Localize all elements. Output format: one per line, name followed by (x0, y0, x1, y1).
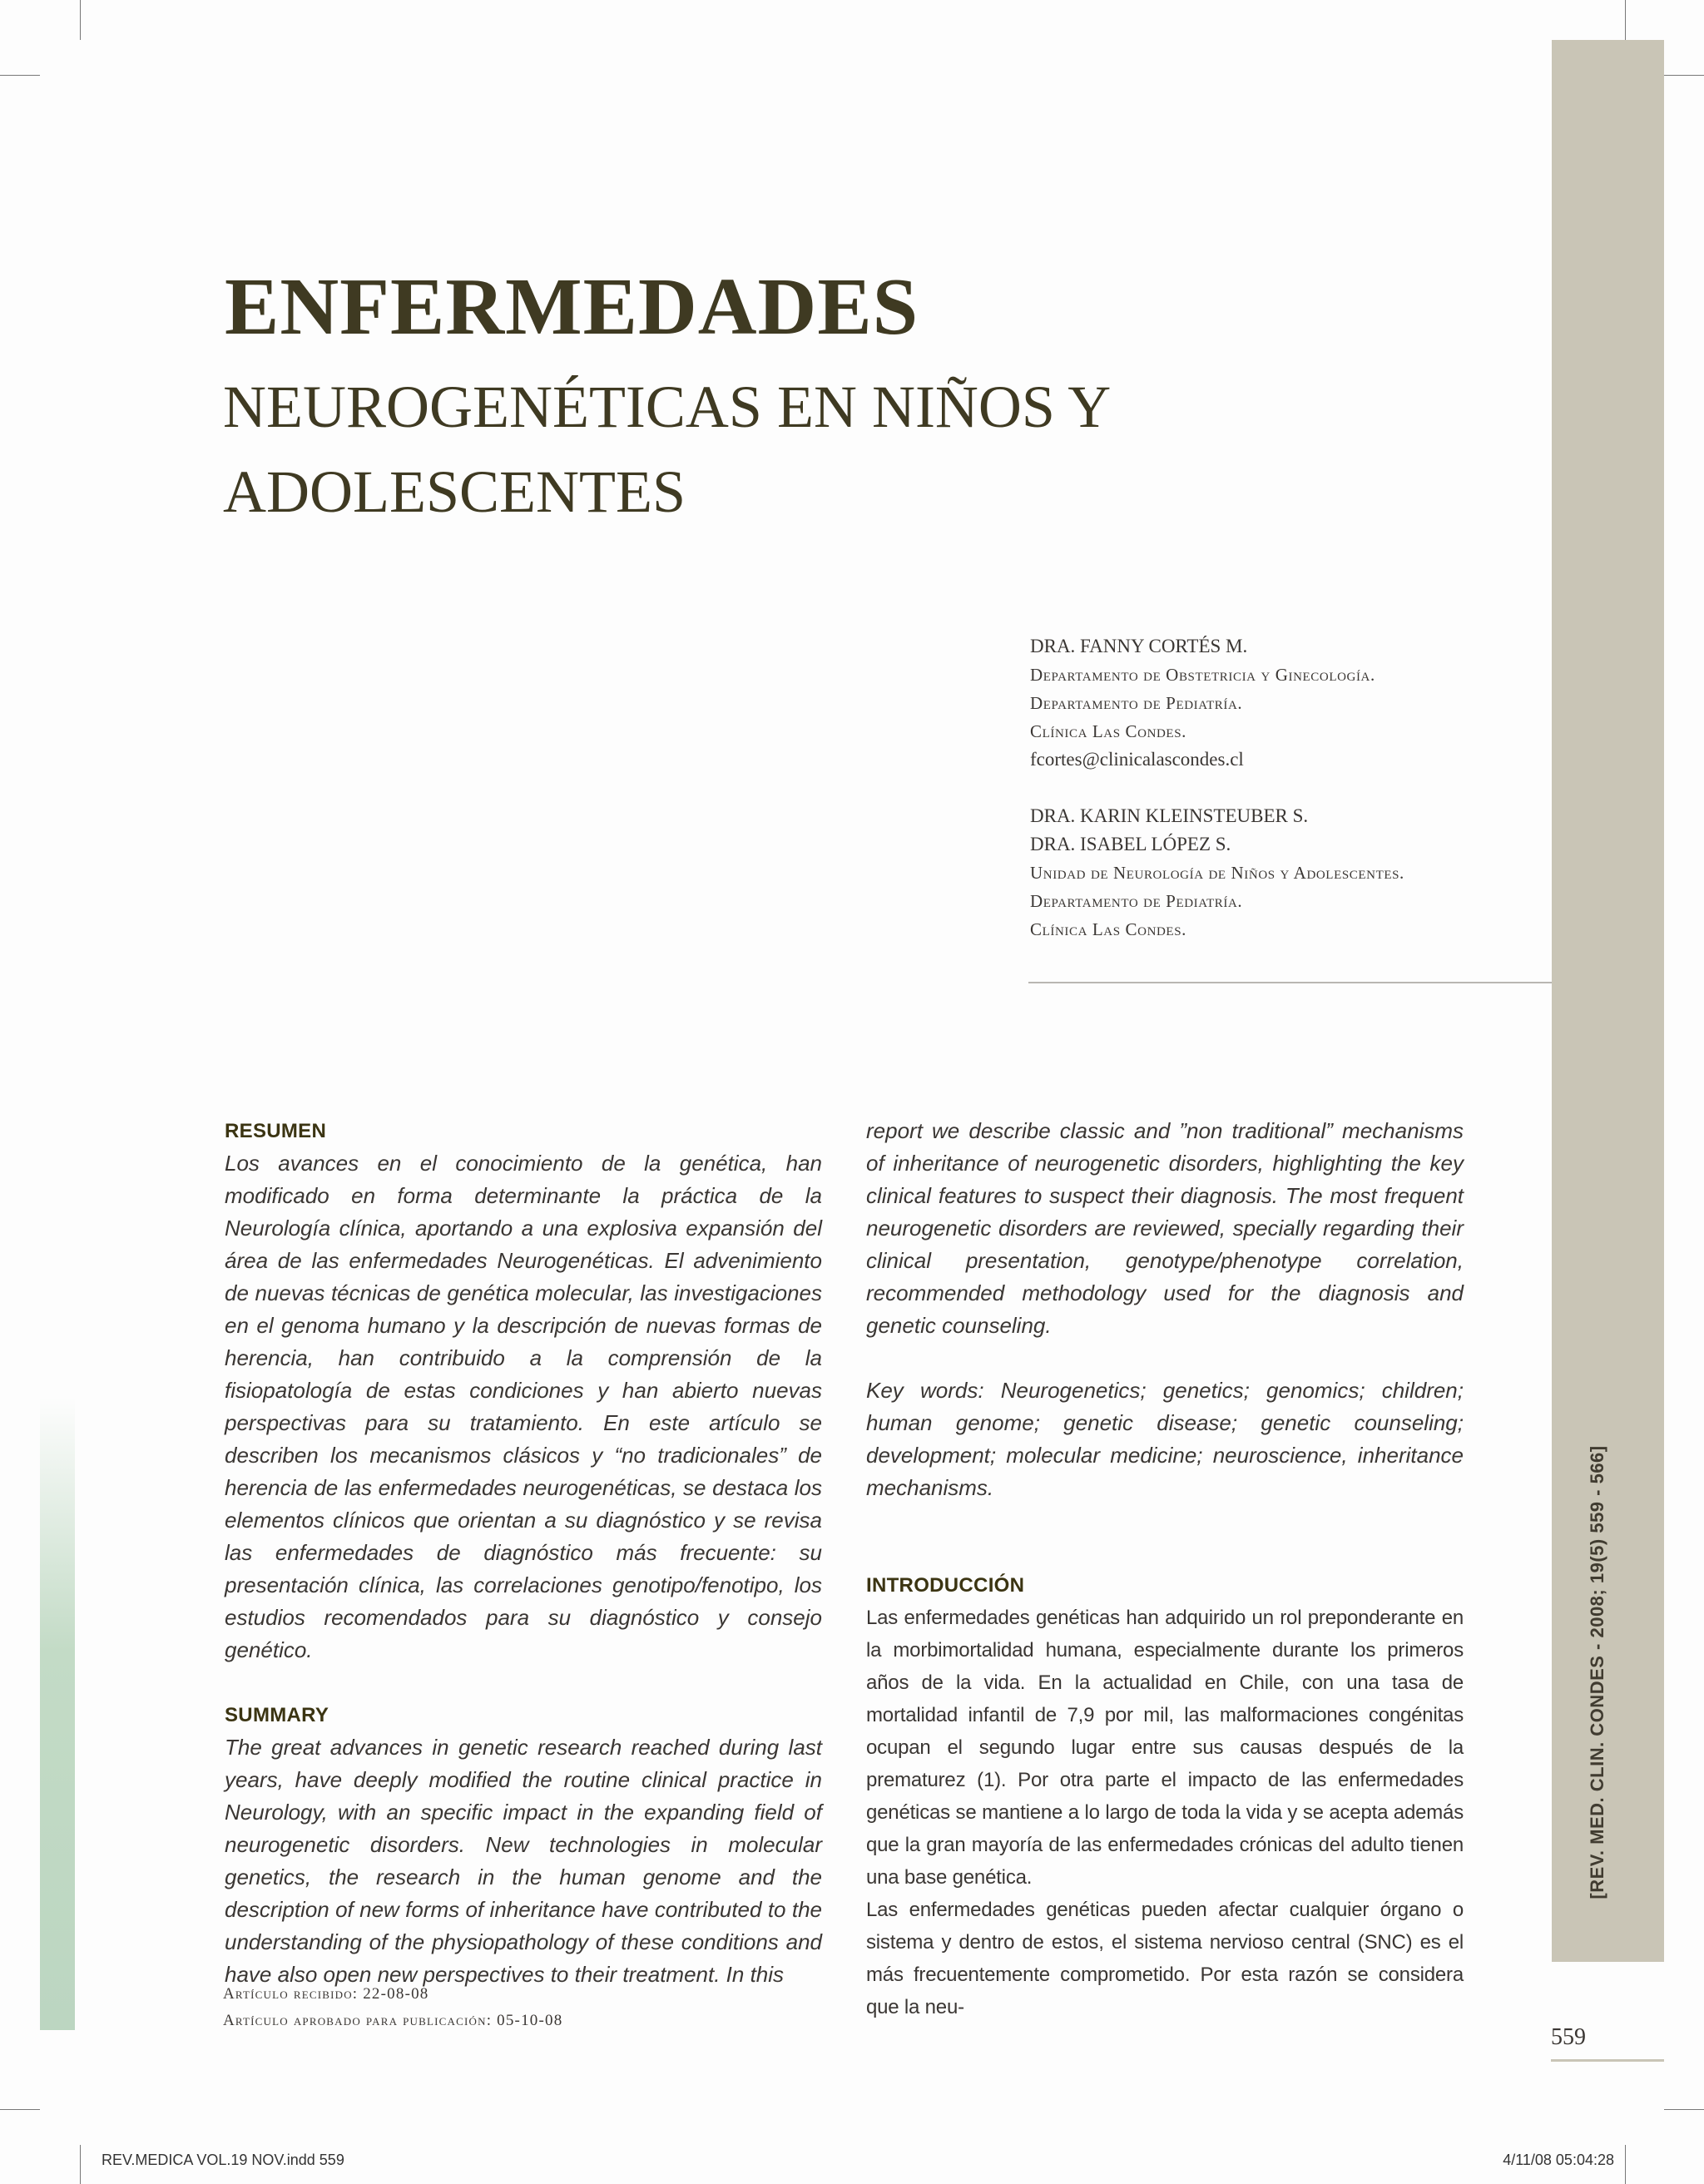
running-head (1581, 1445, 1614, 1899)
author-affiliation: Departamento de Pediatría. (1030, 891, 1243, 911)
author-affiliation: Unidad de Neurología de Niños y Adolescentes. (1030, 863, 1404, 883)
print-timestamp: 4/11/08 05:04:28 (1503, 2152, 1614, 2168)
article-subtitle (223, 364, 1521, 534)
crop-mark (80, 0, 81, 40)
approved-date: Artículo aprobado para publicación: 05-10-08 (223, 2012, 563, 2029)
crop-mark (1625, 0, 1626, 40)
summary-heading: SUMMARY (225, 1704, 329, 1726)
crop-mark (0, 75, 40, 76)
introduccion-heading: INTRODUCCIÓN (866, 1574, 1025, 1597)
introduccion-paragraph: Las enfermedades genéticas pueden afectar cualquier órgano o sistema y dentro de estos, el sistema nervioso central (SNC) es el más frecuentemente comprometido. Por esta razón se considera que la neu- (866, 1899, 1464, 2018)
summary-text: The great advances in genetic research reached during last years, have deeply modified the routine clinical practice in Neurology, with an specific impact in the expanding field of neurogenetic disorders. New technologies in molecular genetics, the research in the human genome and the description of new forms of inheritance have contributed to the understanding of the physiopathology of these conditions and have also open new perspectives to their treatment. In this (225, 1735, 822, 1987)
author-affiliation: Clínica Las Condes. (1030, 721, 1186, 741)
author-email[interactable]: fcortes@clinicalascondes.cl (1030, 749, 1244, 770)
author-name: DRA. KARIN KLEINSTEUBER S. (1030, 805, 1309, 826)
left-column (225, 1115, 822, 1991)
summary-text-continued: report we describe classic and ”non traditional” mechanisms of inheritance of neurogenetic disorders, highlighting the key clinical features to suspect their diagnosis. The most frequent neurogenetic disorders are reviewed, specially regarding their clinical presentation, genotype/phenotype correlation, recommended methodology used for the diagnosis and genetic counseling. (866, 1118, 1464, 1338)
resumen-heading: RESUMEN (225, 1120, 327, 1142)
crop-mark (1664, 2109, 1704, 2110)
author-divider (1028, 982, 1552, 983)
resumen-text: Los avances en el conocimiento de la genética, han modificado en forma determinante la práctica de la Neurología clínica, aportando a una explosiva expansión del área de las enfermedades Neurogenéticas. El advenimiento de nuevas técnicas de genética molecular, las investigaciones en el genoma humano y la descripción de nuevas formas de herencia, han contribuido a la comprensión de la fisiopatología de estas condiciones y han abierto nuevas perspectivas para su tratamiento. En este artículo se describen los mecanismos clásicos y “no tradicionales” de herencia de las enfermedades neurogenéticas, se destaca los elementos clínicos que orientan a su diagnóstico y se revisa las enfermedades de diagnóstico más frecuente: su presentación clínica, las correlaciones genotipo/fenotipo, los estudios recomendados para su diagnóstico y consejo genético. (225, 1151, 822, 1662)
page-number: 559 (1551, 2024, 1586, 2050)
crop-mark (80, 2145, 81, 2184)
keywords: Key words: Neurogenetics; genetics; genomics; children; human genome; genetic disease; genetic counseling; development; molecular medicine; neuroscience, inheritance mechanisms. (866, 1378, 1464, 1500)
received-date: Artículo recibido: 22-08-08 (223, 1985, 429, 2003)
crop-mark (1664, 75, 1704, 76)
author-affiliation: Departamento de Obstetricia y Ginecología. (1030, 665, 1375, 685)
author-affiliation: Departamento de Pediatría. (1030, 693, 1243, 713)
author-name: DRA. FANNY CORTÉS M. (1030, 636, 1248, 656)
page-number-rule (1551, 2059, 1664, 2062)
running-head-text: [REV. MED. CLIN. CONDES - 2008; 19(5) 559 - 566] (1587, 1445, 1607, 1899)
author-affiliation: Clínica Las Condes. (1030, 919, 1186, 939)
subtitle-line-2: ADOLESCENTES (223, 458, 686, 525)
author-name: DRA. ISABEL LÓPEZ S. (1030, 834, 1231, 854)
article-dates (223, 1981, 562, 2034)
crop-mark (0, 2109, 40, 2110)
article-title: ENFERMEDADES (225, 262, 919, 352)
green-accent-bar (40, 1398, 75, 2030)
right-column (866, 1115, 1464, 2023)
file-slug: REV.MEDICA VOL.19 NOV.indd 559 (102, 2152, 344, 2168)
introduccion-paragraph: Las enfermedades genéticas han adquirido un rol preponderante en la morbimortalidad humana, especialmente durante los primeros años de la vida. En la actualidad en Chile, con una tasa de mortalidad infantil de 7,9 por mil, las malformaciones congénitas ocupan el segundo lugar entre sus causas después de la prematurez (1). Por otra parte el impacto de las enfermedades genéticas se mantiene a lo largo de toda la vida y se acepta además que la gran mayoría de las enfermedades crónicas del adulto tienen una base genética. (866, 1607, 1464, 1889)
subtitle-line-1: NEUROGENÉTICAS EN NIÑOS Y (223, 374, 1112, 440)
author-block (1030, 632, 1404, 943)
crop-mark (1625, 2145, 1626, 2184)
